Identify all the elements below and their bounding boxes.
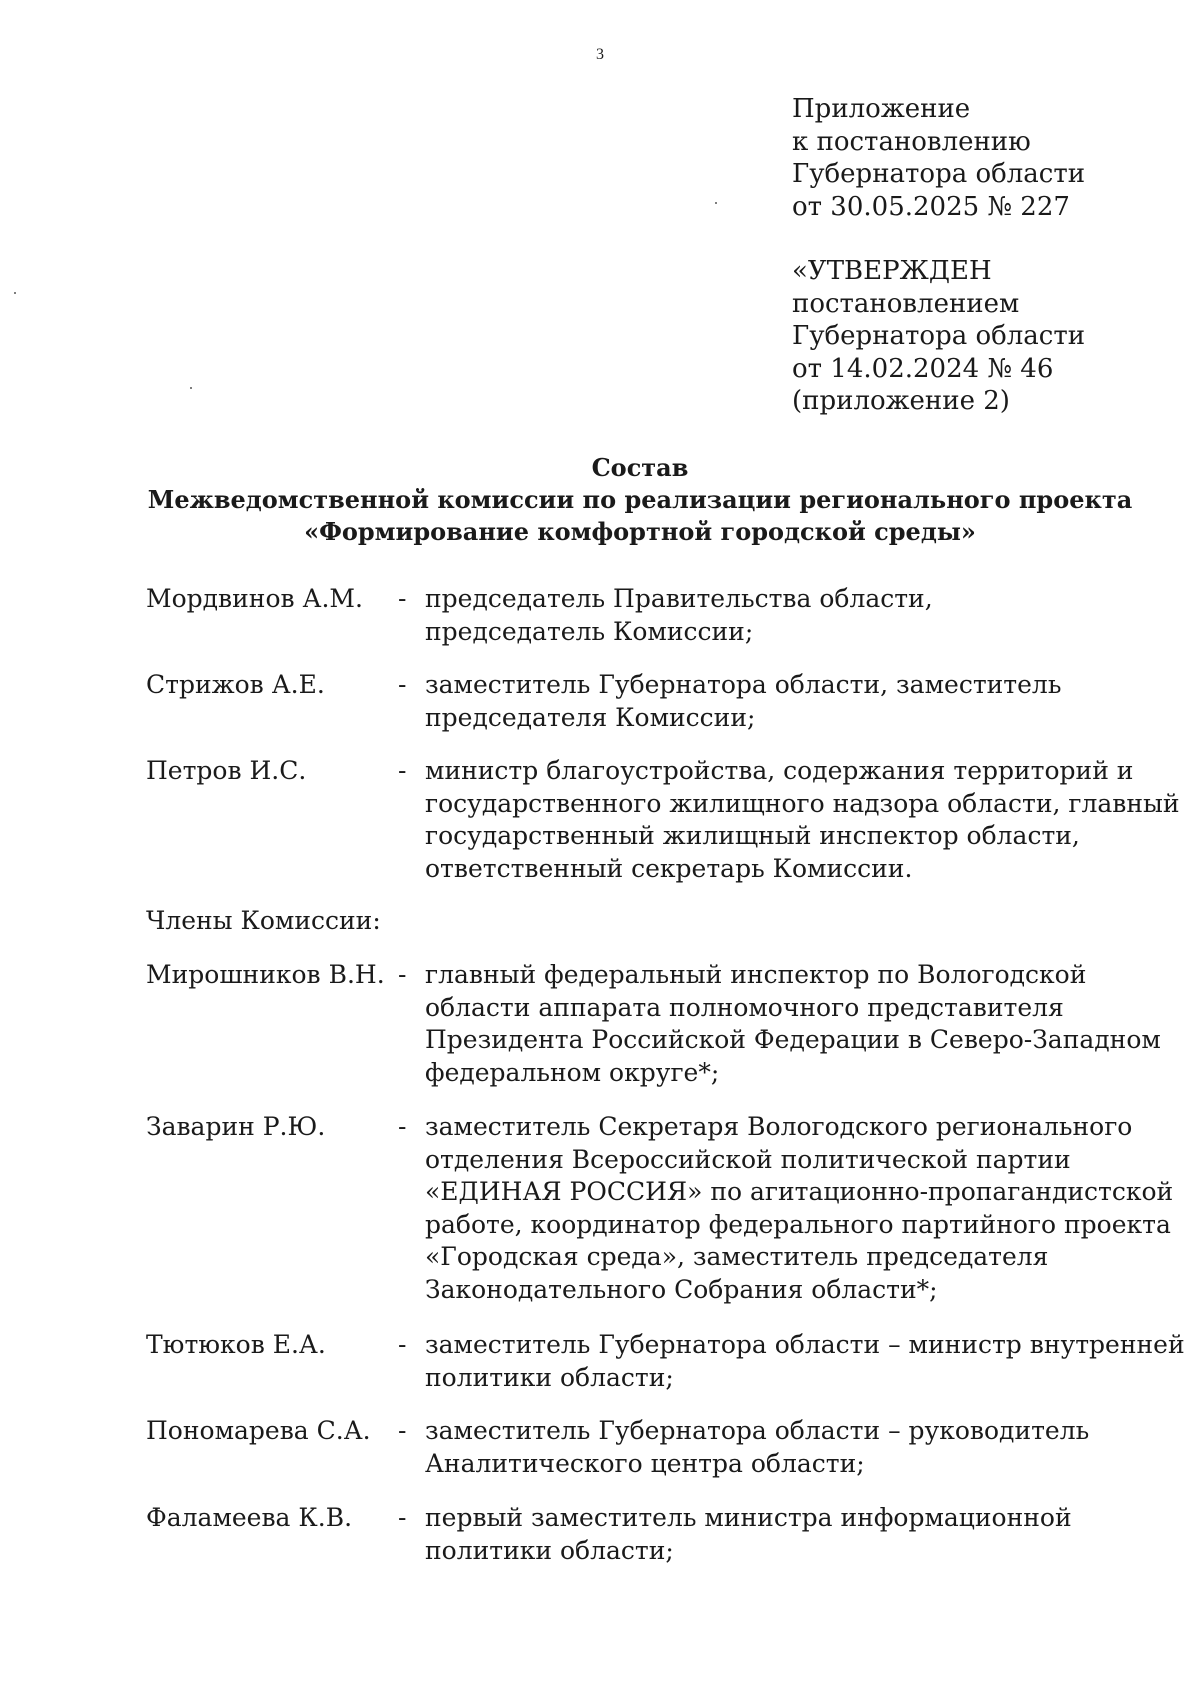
- member-dash: -: [398, 1503, 407, 1532]
- member-role-line: «ЕДИНАЯ РОССИЯ» по агитационно-пропагандистской: [425, 1177, 1174, 1206]
- member-role: [425, 583, 1145, 648]
- member-role: [425, 959, 1161, 1089]
- member-role-line: «Городская среда», заместитель председателя: [425, 1242, 1049, 1271]
- member-dash: -: [398, 1330, 407, 1359]
- attachment-line: Приложение: [792, 94, 971, 124]
- member-name: Мордвинов А.М.: [146, 584, 363, 613]
- attachment-block: [792, 93, 1132, 223]
- member-role-line: государственный жилищный инспектор области,: [425, 821, 1080, 850]
- member-role-line: работе, координатор федерального партийного проекта: [425, 1209, 1171, 1239]
- heading-subtitle: Межведомственной комиссии по реализации регионального проекта: [147, 485, 1133, 514]
- attachment-line: Губернатора области: [792, 159, 1086, 189]
- member-role-line: министр благоустройства, содержания территорий и: [425, 756, 1134, 785]
- member-dash: -: [398, 960, 407, 989]
- member-role: [425, 755, 1180, 885]
- member-role: [425, 1329, 1185, 1394]
- member-role: [425, 1502, 1145, 1567]
- member-role-line: заместитель Губернатора области, заместитель: [425, 670, 1062, 699]
- member-role: [425, 1415, 1145, 1480]
- heading-title: Состав: [591, 453, 689, 482]
- members-section-label: Члены Комиссии:: [146, 906, 381, 935]
- member-role-line: заместитель Секретаря Вологодского регионального: [425, 1112, 1133, 1141]
- member-role-line: председатель Комиссии;: [425, 616, 754, 646]
- approval-line: постановлением: [792, 288, 1020, 319]
- page-number: 3: [596, 46, 604, 63]
- member-name: Заварин Р.Ю.: [146, 1112, 326, 1141]
- member-dash: -: [398, 1112, 407, 1141]
- member-role-line: председателя Комиссии;: [425, 702, 756, 732]
- member-role-line: политики области;: [425, 1362, 674, 1392]
- member-dash: -: [398, 756, 407, 785]
- member-role: [425, 669, 1145, 734]
- member-name: Фаламеева К.В.: [146, 1503, 353, 1532]
- member-name: Мирошников В.Н.: [146, 960, 385, 989]
- approval-line: (приложение 2): [792, 386, 1010, 416]
- member-dash: -: [398, 670, 407, 699]
- member-role-line: области аппарата полномочного представителя: [425, 992, 1064, 1022]
- member-role-line: Законодательного Собрания области*;: [425, 1274, 938, 1304]
- approval-line: Губернатора области: [792, 321, 1086, 351]
- approval-block: [792, 255, 1132, 418]
- member-name: Пономарева С.А.: [146, 1416, 371, 1445]
- member-dash: -: [398, 1416, 407, 1445]
- member-role-line: государственного жилищного надзора области, главный: [425, 788, 1180, 818]
- member-role-line: ответственный секретарь Комиссии.: [425, 853, 913, 883]
- member-role-line: заместитель Губернатора области – министр внутренней: [425, 1330, 1185, 1359]
- scan-speck: [715, 202, 717, 204]
- approval-line: «УТВЕРЖДЕН: [792, 256, 992, 286]
- member-role-line: председатель Правительства области,: [425, 584, 933, 613]
- approval-line: от 14.02.2024 № 46: [792, 353, 1054, 384]
- member-name: Петров И.С.: [146, 756, 307, 785]
- member-name: Стрижов А.Е.: [146, 670, 325, 699]
- member-role-line: заместитель Губернатора области – руководитель: [425, 1416, 1090, 1445]
- document-heading: [140, 452, 1140, 548]
- scan-speck: [190, 387, 192, 389]
- scan-speck: [14, 292, 16, 294]
- member-role: [425, 1111, 1174, 1306]
- member-role-line: Президента Российской Федерации в Северо-Западном: [425, 1025, 1161, 1054]
- attachment-line: к постановлению: [792, 126, 1031, 157]
- member-name: Тютюков Е.А.: [146, 1330, 326, 1359]
- member-role-line: первый заместитель министра информационной: [425, 1503, 1072, 1532]
- member-role-line: Аналитического центра области;: [425, 1448, 865, 1478]
- member-role-line: федеральном округе*;: [425, 1057, 720, 1087]
- heading-project-name: «Формирование комфортной городской среды»: [304, 517, 976, 546]
- member-dash: -: [398, 584, 407, 613]
- member-role-line: отделения Всероссийской политической партии: [425, 1144, 1071, 1174]
- member-role-line: главный федеральный инспектор по Вологодской: [425, 960, 1087, 989]
- member-role-line: политики области;: [425, 1535, 674, 1565]
- attachment-line: от 30.05.2025 № 227: [792, 191, 1070, 222]
